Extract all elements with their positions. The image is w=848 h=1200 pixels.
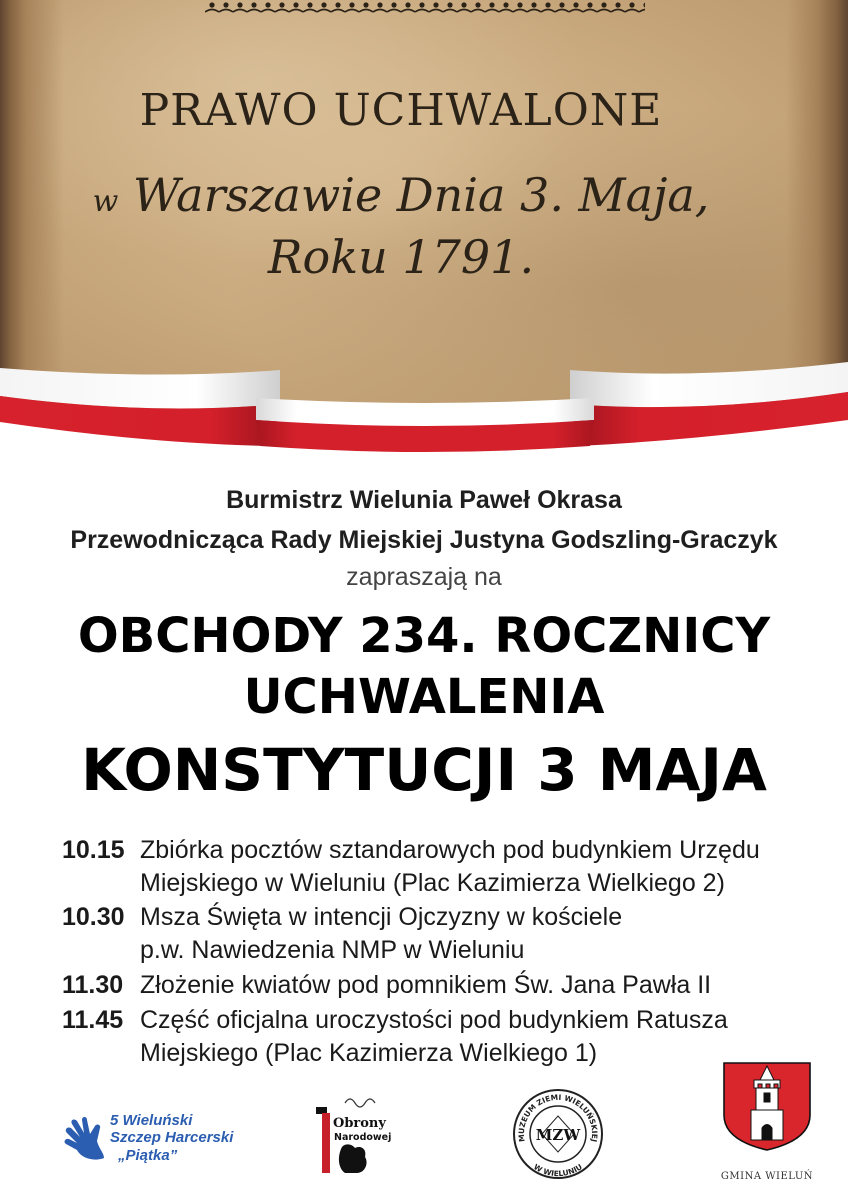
harcerski-name-line-3: „Piątka” bbox=[118, 1147, 178, 1164]
hand-icon bbox=[62, 1116, 108, 1162]
schedule-time: 10.30 bbox=[62, 903, 125, 931]
schedule-description-line: p.w. Nawiedzenia NMP w Wieluniu bbox=[140, 936, 525, 964]
schedule-time: 10.15 bbox=[62, 836, 125, 864]
parchment-year: Roku 1791. bbox=[267, 230, 535, 284]
schedule-time: 11.30 bbox=[62, 971, 124, 999]
gmina-caption: GMINA WIELUŃ bbox=[720, 1171, 814, 1182]
parchment-heading: PRAWO UCHWALONE bbox=[139, 85, 663, 136]
coat-of-arms bbox=[718, 1060, 816, 1156]
logo-museum bbox=[512, 1088, 604, 1180]
schedule-description-line: Zbiórka pocztów sztandarowych pod budynkiem Urzędu bbox=[140, 836, 760, 864]
host-mayor: Burmistrz Wielunia Paweł Okrasa bbox=[226, 486, 622, 514]
schedule-description-line: Msza Święta w intencji Ojczyzny w kościele bbox=[140, 903, 623, 931]
schedule-time: 11.45 bbox=[62, 1006, 124, 1034]
harcerski-name-line-2: Szczep Harcerski bbox=[110, 1129, 234, 1146]
event-title-line-2: UCHWALENIA bbox=[243, 669, 605, 725]
schedule-description-line: Część oficjalna uroczystości pod budynkiem Ratusza bbox=[140, 1006, 728, 1034]
museum-arc-bottom-text: W WIELUNIU bbox=[532, 1162, 584, 1179]
logo-obrona-narodowa bbox=[315, 1093, 393, 1177]
museum-monogram: MZW bbox=[535, 1126, 581, 1144]
parchment-prefix: w bbox=[92, 184, 119, 219]
parchment-place-date-text: Warszawie Dnia 3. Maja, bbox=[132, 168, 710, 222]
museum-arc-top-text: MUZEUM ZIEMI WIELUŃSKIEJ bbox=[516, 1092, 600, 1143]
obrona-line-2: Narodowej bbox=[334, 1132, 392, 1143]
logo-mark bbox=[316, 1107, 327, 1114]
parchment-place-date bbox=[0, 167, 802, 230]
schedule-description-line: Złożenie kwiatów pod pomnikiem Św. Jana Pawła II bbox=[140, 971, 712, 999]
harcerski-name-line-1: 5 Wieluński bbox=[110, 1112, 193, 1129]
host-council-chair: Przewodnicząca Rady Miejskiej Justyna Godszling-Graczyk bbox=[70, 526, 778, 554]
red-bar bbox=[322, 1113, 330, 1173]
event-title-line-1: OBCHODY 234. ROCZNICY bbox=[77, 608, 771, 664]
schedule-description-line: Miejskiego (Plac Kazimierza Wielkiego 1) bbox=[140, 1039, 598, 1067]
ribbon-center-white bbox=[256, 398, 594, 426]
flag-ribbon bbox=[0, 340, 848, 470]
script-flourish bbox=[345, 1099, 375, 1107]
event-title-line-3: KONSTYTUCJI 3 MAJA bbox=[81, 736, 767, 804]
obrona-line-1: Obrony bbox=[333, 1116, 386, 1131]
silhouette-icon bbox=[339, 1144, 367, 1173]
ornament-border bbox=[205, 0, 645, 16]
schedule-description-line: Miejskiego w Wieluniu (Plac Kazimierza Wielkiego 2) bbox=[140, 869, 725, 897]
invite-text: zapraszają na bbox=[346, 563, 502, 591]
